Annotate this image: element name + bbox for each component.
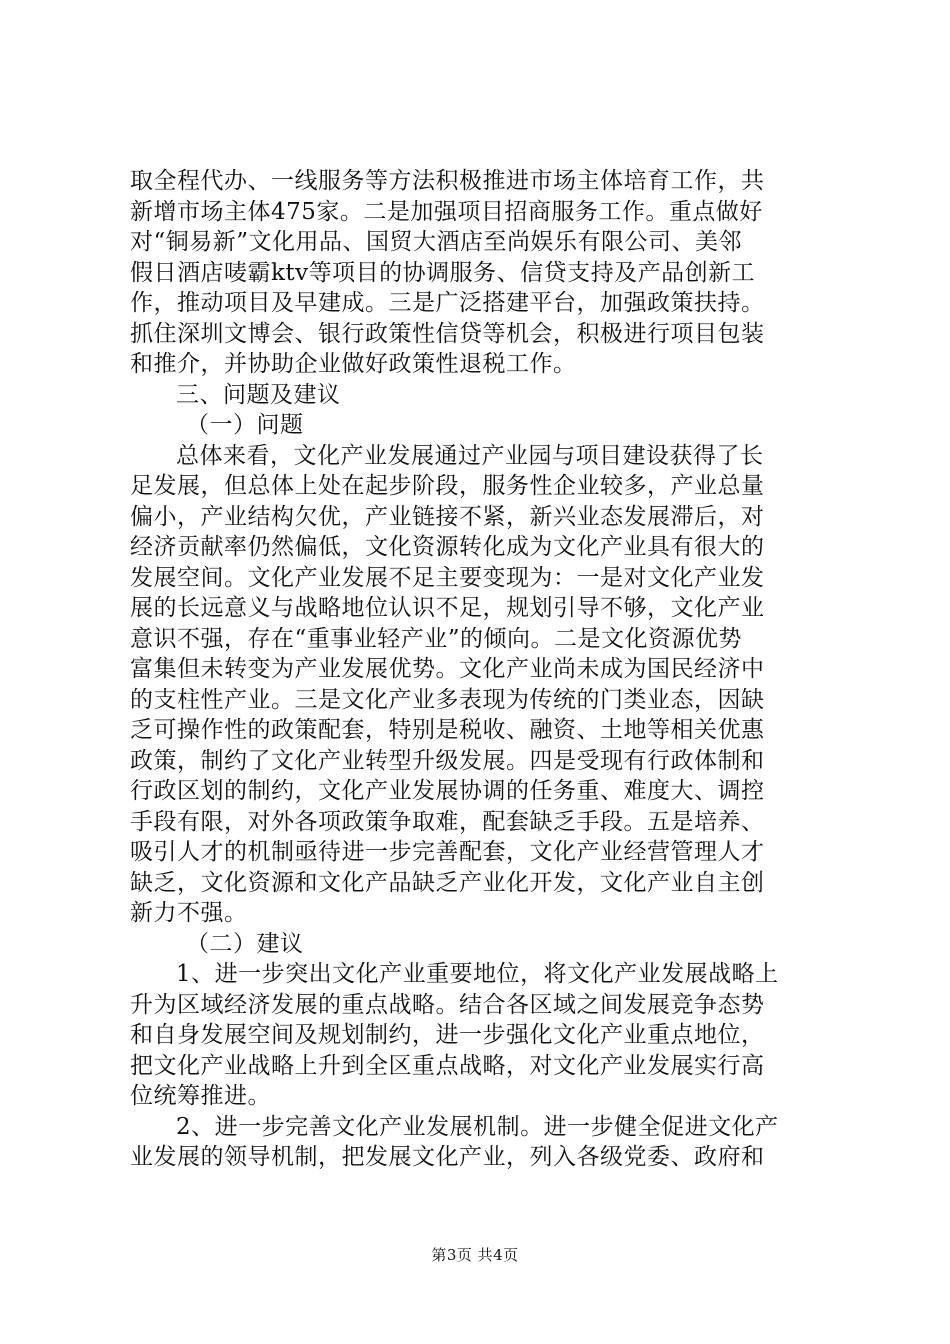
subsection-heading: （二）建议 xyxy=(186,930,304,957)
body-line: 作，推动项目及早建成。三是广泛搭建平台，加强政策扶持。 xyxy=(130,290,765,316)
page-number-footer: 第3页 共4页 xyxy=(431,1246,519,1264)
body-line: 发展空间。文化产业发展不足主要变现为：一是对文化产业发 xyxy=(130,564,765,591)
body-line: 富集但未转变为产业发展优势。文化产业尚未成为国民经济中 xyxy=(130,656,765,682)
subsection-heading: （一）问题 xyxy=(186,412,304,438)
body-line: 政策，制约了文化产业转型升级发展。四是受现有行政体制和 xyxy=(130,747,765,774)
body-line: 吸引人才的机制亟待进一步完善配套，文化产业经营管理人才 xyxy=(130,839,765,865)
body-line: 手段有限，对外各项政策争取难，配套缺乏手段。五是培养、 xyxy=(130,808,765,835)
body-line: 对“铜易新”文化用品、国贸大酒店至尚娱乐有限公司、美邻 xyxy=(130,229,743,255)
body-line: 升为区域经济发展的重点战略。结合各区域之间发展竞争态势 xyxy=(130,991,765,1018)
body-line: 和自身发展空间及规划制约，进一步强化文化产业重点地位， xyxy=(130,1022,765,1048)
body-line: 足发展，但总体上处在起步阶段，服务性企业较多，产业总量 xyxy=(130,473,765,499)
body-line: 总体来看，文化产业发展通过产业园与项目建设获得了长 xyxy=(176,442,764,469)
body-line: 新力不强。 xyxy=(130,900,248,926)
body-line: 把文化产业战略上升到全区重点战略，对文化产业发展实行高 xyxy=(130,1052,765,1079)
body-line: 新增市场主体475家。二是加强项目招商服务工作。重点做好 xyxy=(130,198,763,225)
body-line: 行政区划的制约，文化产业发展协调的任务重、难度大、调控 xyxy=(130,778,765,804)
body-line: 抓住深圳文博会、银行政策性信贷等机会，积极进行项目包装 xyxy=(130,320,765,347)
section-heading: 三、问题及建议 xyxy=(176,381,341,408)
body-line: 业发展的领导机制，把发展文化产业，列入各级党委、政府和 xyxy=(130,1144,765,1170)
body-line: 偏小，产业结构欠优，产业链接不紧，新兴业态发展滞后，对 xyxy=(130,503,765,530)
body-line: 缺乏，文化资源和文化产品缺乏产业化开发，文化产业自主创 xyxy=(130,869,765,896)
body-line: 1、进一步突出文化产业重要地位，将文化产业发展战略上 xyxy=(176,961,779,987)
body-line: 和推介，并协助企业做好政策性退税工作。 xyxy=(130,351,577,377)
body-line: 经济贡献率仍然偏低，文化资源转化成为文化产业具有很大的 xyxy=(130,534,765,560)
body-line: 2、进一步完善文化产业发展机制。进一步健全促进文化产 xyxy=(176,1113,779,1140)
body-line: 意识不强，存在“重事业轻产业”的倾向。二是文化资源优势 xyxy=(130,625,743,652)
body-line: 的支柱性产业。三是文化产业多表现为传统的门类业态，因缺 xyxy=(130,686,765,713)
body-line: 乏可操作性的政策配套，特别是税收、融资、土地等相关优惠 xyxy=(130,717,765,743)
body-line: 位统筹推进。 xyxy=(130,1083,271,1109)
body-line: 展的长远意义与战略地位认识不足，规划引导不够，文化产业 xyxy=(130,595,765,621)
body-line: 取全程代办、一线服务等方法积极推进市场主体培育工作，共 xyxy=(130,168,765,194)
document-body xyxy=(130,166,830,1173)
body-line: 假日酒店唛霸ktv等项目的协调服务、信贷支持及产品创新工 xyxy=(130,259,756,286)
